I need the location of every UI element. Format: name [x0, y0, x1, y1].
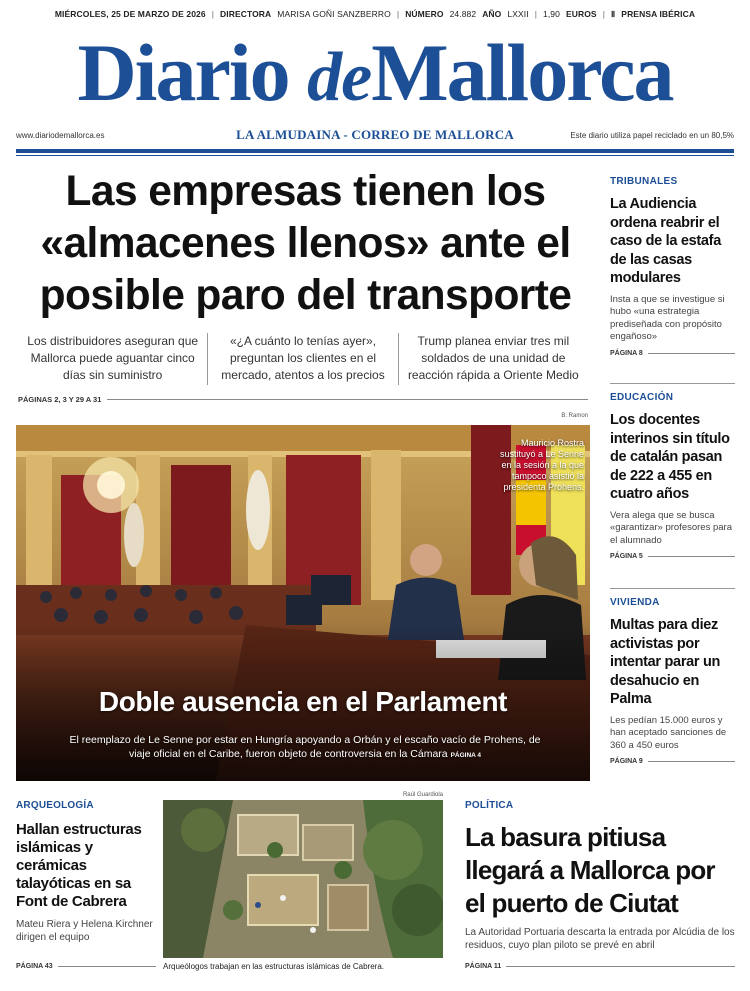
page-number: PÁGINA 8: [610, 349, 643, 357]
website-url[interactable]: www.diariodemallorca.es: [16, 131, 105, 140]
sidebar-story-1[interactable]: [610, 176, 735, 357]
lead-subhead-1: Los distribuidores aseguran que Mallorca puede aguantar cinco días sin suministro: [27, 334, 199, 382]
recycled-paper-note: Este diario utiliza papel reciclado en un 80,5%: [570, 131, 734, 140]
section-label: EDUCACIÓN: [610, 392, 674, 403]
sidebar-summary: Insta a que se investigue si hubo «una estrategia prediseñada con propósito engañoso»: [610, 293, 725, 342]
divider: [58, 966, 156, 967]
page-number: PÁGINA 43: [16, 963, 53, 970]
masthead-subtitle: LA ALMUDAINA - CORREO DE MALLORCA: [236, 127, 514, 142]
section-label: POLÍTICA: [465, 800, 514, 811]
number-value: 24.882: [449, 9, 477, 19]
page-number: PÁGINA 9: [610, 758, 643, 765]
number-label: NÚMERO: [405, 9, 444, 19]
sidebar-headline[interactable]: Multas para diez activistas por intentar parar un desahucio en Palma: [610, 617, 721, 707]
issue-date: MIÉRCOLES, 25 DE MARZO DE 2026: [54, 9, 206, 19]
lead-headline[interactable]: Las empresas tienen los «almacenes llenos» ante el posible paro del transporte: [39, 168, 572, 319]
cabrera-dig-photo[interactable]: [163, 800, 443, 958]
photo-credit: B. Ramon: [561, 413, 588, 419]
politics-headline[interactable]: La basura pitiusa llegará a Mallorca por el puerto de Ciutat: [465, 822, 715, 918]
sidebar-story-3[interactable]: [610, 588, 735, 765]
bottom-photo-caption: Arqueólogos trabajan en las estructuras islámicas de Cabrera.: [163, 962, 385, 971]
masthead-subbar: [16, 127, 734, 145]
photo-caption: [60, 733, 550, 763]
section-label: TRIBUNALES: [610, 176, 678, 187]
sidebar-headline[interactable]: Los docentes interinos sin título de catalán pasan de 222 a 455 en cuatro años: [610, 412, 730, 502]
sidebar-summary: Les pedían 15.000 euros y han aceptado sanciones de 360 a 450 euros: [610, 714, 727, 751]
archaeology-page-ref: [16, 963, 156, 970]
publisher-group: PRENSA IBÉRICA: [621, 9, 696, 19]
politics-summary: La Autoridad Portuaria descarta la entrada por Alcúdia de los residuos, cuyo plan piloto se prevé en abril: [465, 927, 735, 951]
lead-subheads: [18, 333, 588, 385]
logo-part-mallorca: Mallorca: [371, 27, 673, 118]
photo-caption-text: El reemplazo de Le Senne por estar en Hungría apoyando a Orbán y el escaño vacío de Prohens, de viaje oficial en el Caribe, fueron objeto de controversia en la Cámara: [69, 734, 541, 760]
sidebar-page-ref: [610, 758, 735, 765]
page-number: PÁGINA 5: [610, 553, 643, 560]
sidebar-story-2[interactable]: [610, 383, 735, 560]
director-label: DIRECTORA: [220, 9, 272, 19]
prensa-iberica-icon: Ⅱ: [611, 8, 616, 19]
logo-part-de: de: [307, 39, 372, 116]
sidebar-page-ref: [610, 553, 735, 560]
page-number: PÁGINA 11: [465, 963, 502, 970]
archaeology-headline[interactable]: Hallan estructuras islámicas y cerámicas talayóticas en sa Font de Cabrera: [16, 821, 142, 910]
divider: [648, 556, 735, 557]
divider: [648, 353, 735, 354]
logo-part-diario: Diario: [77, 27, 289, 118]
lead-subhead-2: «¿A cuánto lo tenías ayer», preguntan los clientes en el mercado, atentos a los precios: [207, 333, 397, 385]
photo-page-ref: PÁGINA 4: [450, 752, 482, 759]
lead-subhead-3: Trump planea enviar tres mil soldados de una unidad de reacción rápida a Oriente Medio: [398, 333, 588, 385]
divider: [648, 761, 735, 762]
top-info-bar: MIÉRCOLES, 25 DE MARZO DE 2026 | DIRECTORA MARISA GOÑI SANZBERRO | NÚMERO 24.882 AÑO LXXII | 1,90 EUROS | Ⅱ PRENSA IBÉRICA: [54, 8, 696, 19]
divider: [610, 383, 735, 384]
divider: [107, 399, 588, 400]
year-value: LXXII: [507, 9, 529, 19]
sidebar-headline[interactable]: La Audiencia ordena reabrir el caso de la estafa de las casas modulares: [610, 196, 721, 286]
photo-title[interactable]: Doble ausencia en el Parlament: [98, 686, 508, 717]
masthead-rule-thin: [16, 155, 734, 156]
sidebar-summary: Vera alega que se busca «garantizar» profesores para el alumnado: [610, 509, 732, 546]
masthead-logo: [0, 28, 750, 118]
photo-overlay-text: Mauricio Rostra sustituyó a Le Senne en la sesión a la que tampoco asistió la presidenta Prohens.: [499, 438, 584, 492]
divider: [506, 966, 735, 967]
archaeology-story[interactable]: [16, 800, 156, 944]
politics-page-ref: [465, 963, 735, 970]
politics-story[interactable]: [465, 800, 735, 952]
lead-page-ref: [18, 395, 588, 404]
sidebar-page-ref: [610, 350, 735, 357]
masthead-rule: [16, 149, 734, 153]
director-name: MARISA GOÑI SANZBERRO: [277, 9, 391, 19]
divider: [610, 588, 735, 589]
bottom-photo-credit: Raúl Guardiola: [402, 792, 443, 798]
cabrera-dig-illustration: [163, 800, 443, 958]
section-label: VIVIENDA: [610, 597, 660, 608]
price: 1,90: [543, 9, 560, 19]
section-label: ARQUEOLOGÍA: [16, 800, 94, 811]
price-unit: EUROS: [565, 9, 597, 19]
year-label: AÑO: [482, 9, 502, 19]
archaeology-summary: Mateu Riera y Helena Kirchner dirigen el equipo: [16, 919, 153, 943]
lead-pages: PÁGINAS 2, 3 Y 29 A 31: [18, 395, 102, 404]
